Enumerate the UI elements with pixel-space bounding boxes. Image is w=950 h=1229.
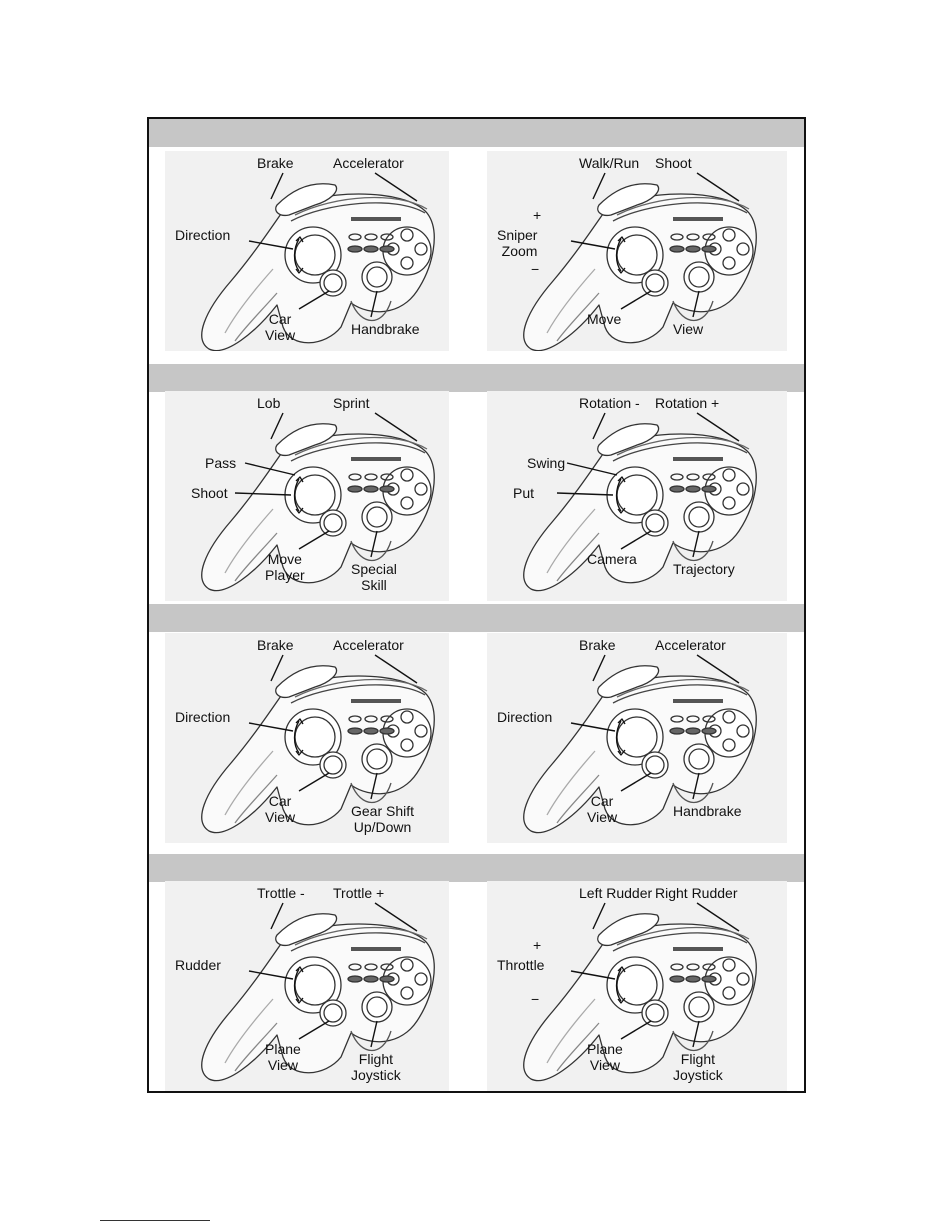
controller-panel-4-1 xyxy=(165,881,449,1091)
label-bottom-left: Camera xyxy=(587,551,637,567)
label-bottom-right: Special Skill xyxy=(351,561,397,593)
callout-line xyxy=(271,413,283,439)
label-bottom-right: Flight Joystick xyxy=(351,1051,401,1083)
controller-panel-3-2 xyxy=(487,633,787,843)
label-bottom-right: Handbrake xyxy=(351,321,420,337)
label-side-plus: + xyxy=(533,937,542,953)
gamepad-diagram xyxy=(165,881,449,1091)
gamepad-illustration xyxy=(524,184,756,351)
gamepad-diagram xyxy=(487,881,787,1091)
label-side: Rudder xyxy=(175,957,221,973)
controller-panel-1-2 xyxy=(487,151,787,351)
controller-panel-1-1 xyxy=(165,151,449,351)
label-top-left: Brake xyxy=(579,637,616,653)
label-side-plus: + xyxy=(533,207,542,223)
callout-line xyxy=(593,413,605,439)
label-top-right: Trottle + xyxy=(333,885,385,901)
callout-line xyxy=(271,173,283,199)
label-bottom-left: Plane View xyxy=(265,1041,301,1073)
gamepad-diagram xyxy=(487,633,787,843)
label-side: Direction xyxy=(175,227,231,243)
label-bottom-right: Gear Shift Up/Down xyxy=(351,803,415,835)
label-top-left: Walk/Run xyxy=(579,155,640,171)
controller-panel-3-1 xyxy=(165,633,449,843)
label-bottom-right: Handbrake xyxy=(673,803,742,819)
label-top-right: Right Rudder xyxy=(655,885,738,901)
callout-line xyxy=(593,903,605,929)
callout-line xyxy=(271,655,283,681)
label-side-upper: Pass xyxy=(205,455,237,471)
label-side-upper: Swing xyxy=(527,455,566,471)
label-top-left: Lob xyxy=(257,395,281,411)
section-band-2 xyxy=(149,364,804,392)
label-top-left: Left Rudder xyxy=(579,885,653,901)
controller-panel-4-2 xyxy=(487,881,787,1091)
label-bottom-right: View xyxy=(673,321,704,337)
label-side: Direction xyxy=(497,709,553,725)
label-side-lower: Put xyxy=(513,485,535,501)
label-top-right: Shoot xyxy=(655,155,692,171)
label-side-minus: − xyxy=(531,991,540,1007)
label-top-left: Brake xyxy=(257,155,294,171)
label-bottom-right: Flight Joystick xyxy=(673,1051,723,1083)
section-band-1 xyxy=(149,119,804,147)
label-top-left: Rotation - xyxy=(579,395,640,411)
label-top-right: Accelerator xyxy=(333,637,404,653)
label-top-right: Accelerator xyxy=(655,637,726,653)
label-side-lower: Shoot xyxy=(191,485,228,501)
controller-layout-sheet xyxy=(147,117,806,1093)
label-bottom-left: Move xyxy=(587,311,622,327)
section-band-4 xyxy=(149,854,804,882)
label-bottom-left: Car View xyxy=(265,311,296,343)
label-bottom-right: Trajectory xyxy=(673,561,735,577)
label-top-right: Accelerator xyxy=(333,155,404,171)
controller-panel-2-1 xyxy=(165,391,449,601)
label-top-left: Trottle - xyxy=(257,885,305,901)
callout-line xyxy=(593,655,605,681)
gamepad-illustration xyxy=(202,424,434,591)
callout-line xyxy=(593,173,605,199)
label-top-right: Rotation + xyxy=(655,395,720,411)
label-bottom-left: Car View xyxy=(265,793,296,825)
label-bottom-left: Car View xyxy=(587,793,618,825)
footer-rule xyxy=(100,1220,210,1221)
callout-line xyxy=(271,903,283,929)
label-bottom-left: Move Player xyxy=(265,551,305,583)
section-band-3 xyxy=(149,604,804,632)
label-bottom-left: Plane View xyxy=(587,1041,623,1073)
label-side: Direction xyxy=(175,709,231,725)
label-top-right: Sprint xyxy=(333,395,370,411)
controller-panel-2-2 xyxy=(487,391,787,601)
label-side: Throttle xyxy=(497,957,545,973)
label-side: Sniper Zoom xyxy=(497,227,538,259)
label-side-minus: − xyxy=(531,261,540,277)
label-top-left: Brake xyxy=(257,637,294,653)
